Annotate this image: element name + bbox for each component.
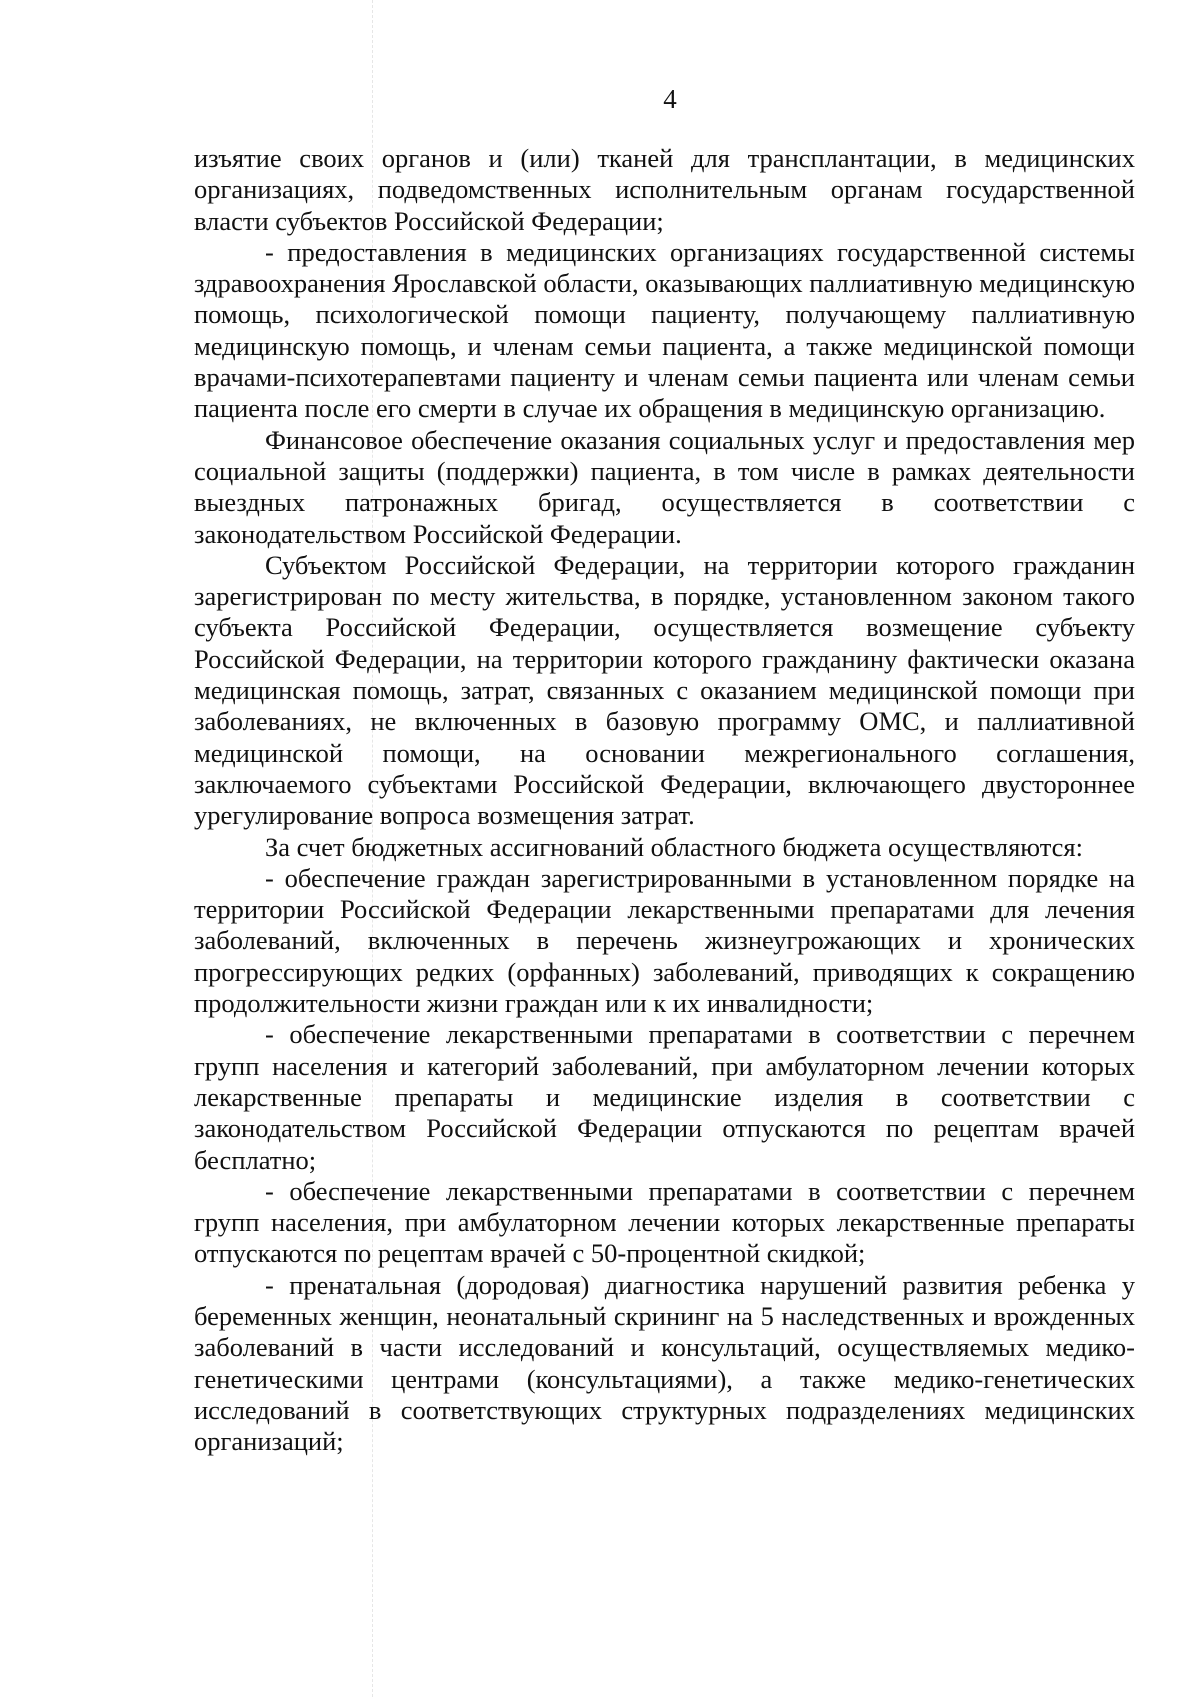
list-item-free-prescriptions: - обеспечение лекарственными препаратами в соответствии с перечнем групп населения и категорий заболеваний, при амбулаторном лечении которых лекарственные препараты и медицинские изделия в соответствии с законодательством Российской Федерации отпускаются по рецептам врачей бесплатно; — [194, 1019, 1135, 1175]
page-number: 4 — [663, 84, 677, 114]
paragraph-continuation: изъятие своих органов и (или) тканей для трансплантации, в медицинских организациях, подведомственных исполнительным органам государственной власти субъектов Российской Федерации; — [194, 143, 1135, 236]
paragraph-psychological-help: - предоставления в медицинских организациях государственной системы здравоохранения Ярославской области, оказывающих паллиативную медицинскую помощь, психологической помощи пациенту, получающему паллиативную медицинскую помощь, и членам семьи пациента, а также медицинской помощи врачами-психотерапевтами пациенту и членам семьи пациента или членам семьи пациента после его смерти в случае их обращения в медицинскую организацию. — [194, 236, 1135, 424]
paragraph-social-services-financing: Финансовое обеспечение оказания социальных услуг и предоставления мер социальной защиты (поддержки) пациента, в том числе в рамках деятельности выездных патронажных бригад, осуществляется в соответствии с законодательством Российской Федерации. — [194, 424, 1135, 549]
list-item-prenatal-diagnostics: - пренатальная (дородовая) диагностика нарушений развития ребенка у беременных женщин, неонатальный скрининг на 5 наследственных и врожденных заболеваний в части исследований и консультаций, осуществляемых медико-генетическими центрами (консультациями), а также медико-генетических исследований в соответствующих структурных подразделениях медицинских организаций; — [194, 1269, 1135, 1457]
list-item-orphan-diseases: - обеспечение граждан зарегистрированными в установленном порядке на территории Российской Федерации лекарственными препаратами для лечения заболеваний, включенных в перечень жизнеугрожающих и хронических прогрессирующих редких (орфанных) заболеваний, приводящих к сокращению продолжительности жизни граждан или к их инвалидности; — [194, 862, 1135, 1019]
paragraph-regional-budget-intro: За счет бюджетных ассигнований областного бюджета осуществляются: — [265, 831, 1083, 862]
document-body — [194, 143, 1135, 1457]
paragraph-interregional-compensation: Субъектом Российской Федерации, на территории которого гражданин зарегистрирован по месту жительства, в порядке, установленном законом такого субъекта Российской Федерации, осуществляется возмещение субъекту Российской Федерации, на территории которого гражданину фактически оказана медицинская помощь, затрат, связанных с оказанием медицинской помощи при заболеваниях, не включенных в базовую программу ОМС, и паллиативной медицинской помощи, на основании межрегионального соглашения, заключаемого субъектами Российской Федерации, включающего двустороннее урегулирование вопроса возмещения затрат. — [194, 549, 1135, 831]
list-item-discount-prescriptions: - обеспечение лекарственными препаратами в соответствии с перечнем групп населения, при амбулаторном лечении которых лекарственные препараты отпускаются по рецептам врачей с 50-процентной скидкой; — [194, 1175, 1135, 1269]
